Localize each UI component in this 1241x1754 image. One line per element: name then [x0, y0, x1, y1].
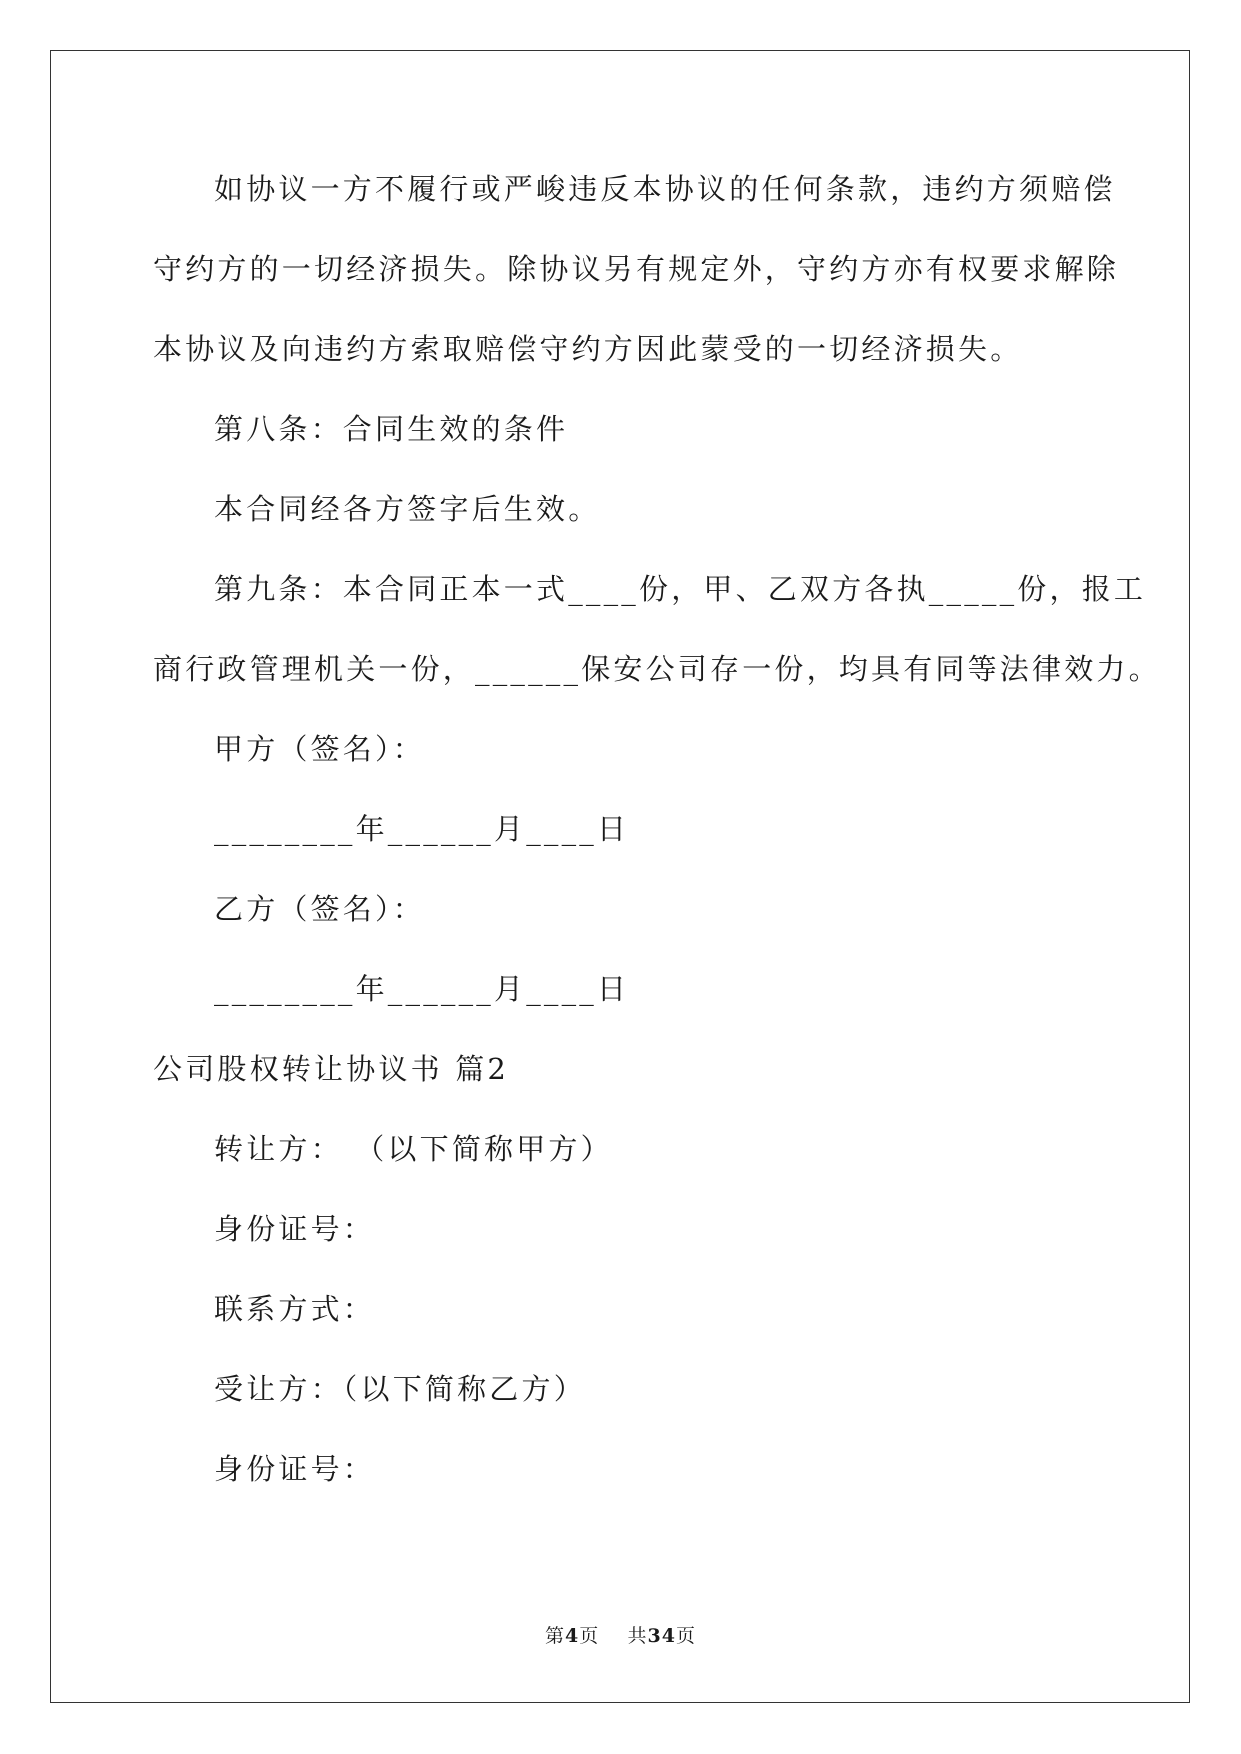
- party-b-signature: 乙方（签名）：: [214, 892, 425, 926]
- footer-page-prefix: 第: [545, 1625, 566, 1647]
- footer-page-number: 4: [565, 1625, 580, 1647]
- transferor-line: 转让方： （以下简称甲方）: [214, 1132, 613, 1166]
- footer-page-suffix: 页: [579, 1625, 600, 1647]
- transferee-line: 受让方：（以下简称乙方）: [214, 1372, 586, 1406]
- article-heading: 第九条：本合同正本一式____份，甲、乙双方各执_____份，报工: [214, 572, 1147, 606]
- page-footer: [0, 1624, 1241, 1648]
- id-number-line: 身份证号：: [214, 1212, 376, 1246]
- paragraph-line: 本合同经各方签字后生效。: [214, 492, 601, 526]
- footer-total-prefix: 共: [627, 1625, 648, 1647]
- article-heading: 第八条：合同生效的条件: [214, 412, 569, 446]
- section-title: 公司股权转让协议书 篇2: [153, 1052, 510, 1086]
- party-a-date: ________年______月____日: [214, 812, 630, 846]
- paragraph-line: 商行政管理机关一份，______保安公司存一份，均具有同等法律效力。: [153, 652, 1161, 686]
- party-a-signature: 甲方（签名）：: [214, 732, 425, 766]
- footer-total-suffix: 页: [675, 1625, 696, 1647]
- footer-total-pages: 34: [647, 1625, 676, 1647]
- paragraph-line: 本协议及向违约方索取赔偿守约方因此蒙受的一切经济损失。: [153, 332, 1023, 366]
- party-b-date: ________年______月____日: [214, 972, 630, 1006]
- paragraph-line: 守约方的一切经济损失。除协议另有规定外，守约方亦有权要求解除: [153, 252, 1120, 286]
- paragraph-line: 如协议一方不履行或严峻违反本协议的任何条款，违约方须赔偿: [214, 172, 1116, 206]
- contact-line: 联系方式：: [214, 1292, 376, 1326]
- id-number-line: 身份证号：: [214, 1452, 376, 1486]
